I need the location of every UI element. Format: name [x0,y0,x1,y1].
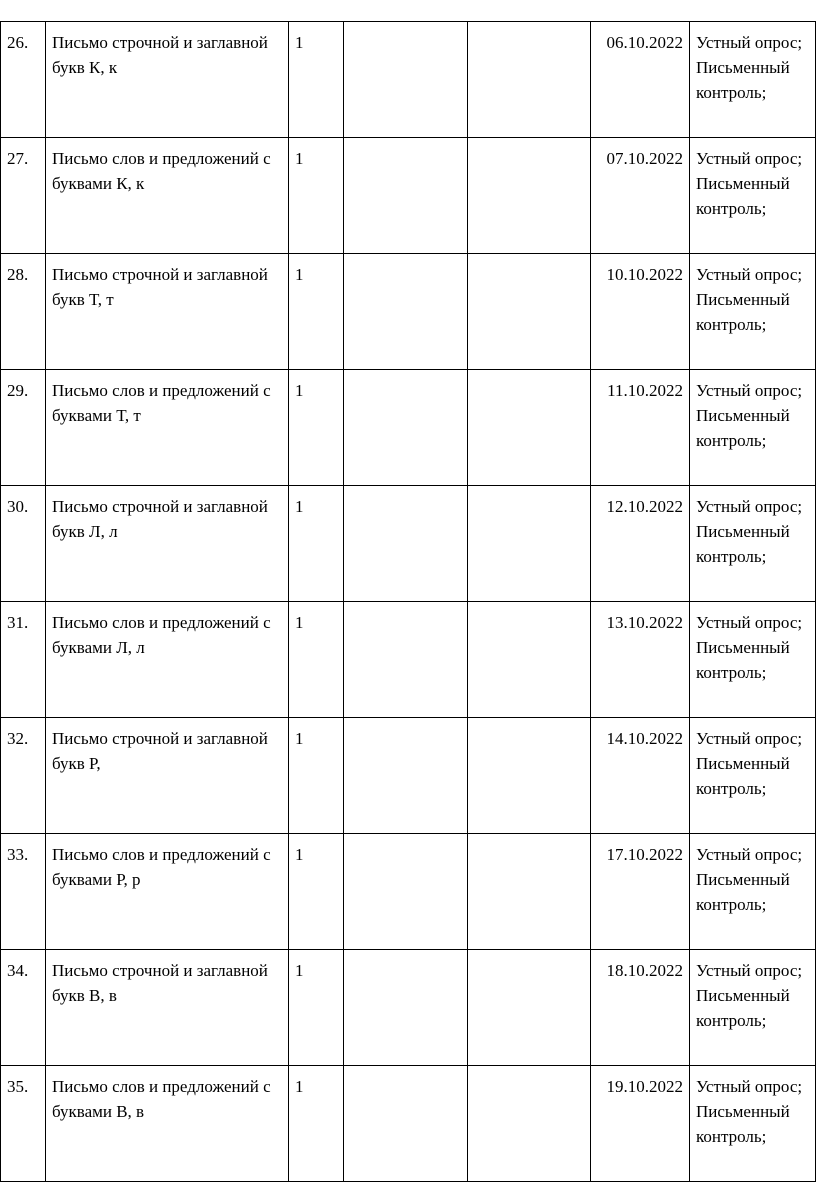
lesson-date: 12.10.2022 [591,486,690,602]
empty-cell [468,718,591,834]
empty-cell [344,138,468,254]
lesson-hours: 1 [289,834,344,950]
lesson-hours: 1 [289,950,344,1066]
lesson-date: 17.10.2022 [591,834,690,950]
empty-cell [344,22,468,138]
lesson-hours: 1 [289,254,344,370]
lesson-topic: Письмо слов и предложений с буквами Л, л [46,602,289,718]
table-row [1,834,816,950]
lesson-topic: Письмо слов и предложений с буквами К, к [46,138,289,254]
control-form: Устный опрос; Письменный контроль; [690,22,816,138]
lesson-hours: 1 [289,22,344,138]
lesson-number: 33. [1,834,46,950]
lesson-number: 32. [1,718,46,834]
empty-cell [468,602,591,718]
empty-cell [468,370,591,486]
lesson-number: 31. [1,602,46,718]
lesson-date: 13.10.2022 [591,602,690,718]
table-row [1,22,816,138]
lesson-date: 10.10.2022 [591,254,690,370]
empty-cell [468,138,591,254]
lesson-date: 11.10.2022 [591,370,690,486]
empty-cell [468,254,591,370]
lesson-hours: 1 [289,602,344,718]
lesson-hours: 1 [289,486,344,602]
lesson-topic: Письмо слов и предложений с буквами В, в [46,1066,289,1182]
lesson-topic: Письмо строчной и заглавной букв В, в [46,950,289,1066]
empty-cell [344,718,468,834]
lesson-number: 26. [1,22,46,138]
control-form: Устный опрос; Письменный контроль; [690,138,816,254]
empty-cell [344,370,468,486]
lesson-number: 30. [1,486,46,602]
table-row [1,950,816,1066]
empty-cell [344,950,468,1066]
lesson-plan-table [0,21,816,1182]
lesson-topic: Письмо строчной и заглавной букв Т, т [46,254,289,370]
table-row [1,370,816,486]
control-form: Устный опрос; Письменный контроль; [690,834,816,950]
empty-cell [344,254,468,370]
empty-cell [468,22,591,138]
lesson-date: 07.10.2022 [591,138,690,254]
lesson-topic: Письмо строчной и заглавной букв Л, л [46,486,289,602]
control-form: Устный опрос; Письменный контроль; [690,718,816,834]
lesson-number: 34. [1,950,46,1066]
control-form: Устный опрос; Письменный контроль; [690,486,816,602]
table-row [1,718,816,834]
lesson-hours: 1 [289,138,344,254]
control-form: Устный опрос; Письменный контроль; [690,254,816,370]
empty-cell [468,834,591,950]
table-row [1,486,816,602]
empty-cell [468,1066,591,1182]
lesson-date: 18.10.2022 [591,950,690,1066]
lesson-hours: 1 [289,718,344,834]
control-form: Устный опрос; Письменный контроль; [690,1066,816,1182]
lesson-date: 14.10.2022 [591,718,690,834]
lesson-topic: Письмо слов и предложений с буквами Р, р [46,834,289,950]
lesson-number: 35. [1,1066,46,1182]
control-form: Устный опрос; Письменный контроль; [690,602,816,718]
table-row [1,1066,816,1182]
lesson-number: 29. [1,370,46,486]
lesson-hours: 1 [289,370,344,486]
control-form: Устный опрос; Письменный контроль; [690,370,816,486]
lesson-hours: 1 [289,1066,344,1182]
lesson-topic: Письмо строчной и заглавной букв К, к [46,22,289,138]
table-row [1,254,816,370]
lesson-topic: Письмо слов и предложений с буквами Т, т [46,370,289,486]
empty-cell [468,486,591,602]
table-row [1,602,816,718]
empty-cell [344,834,468,950]
empty-cell [344,1066,468,1182]
lesson-number: 27. [1,138,46,254]
table-row [1,138,816,254]
empty-cell [344,486,468,602]
empty-cell [344,602,468,718]
lesson-date: 06.10.2022 [591,22,690,138]
control-form: Устный опрос; Письменный контроль; [690,950,816,1066]
lesson-date: 19.10.2022 [591,1066,690,1182]
lesson-topic: Письмо строчной и заглавной букв Р, [46,718,289,834]
lesson-number: 28. [1,254,46,370]
empty-cell [468,950,591,1066]
